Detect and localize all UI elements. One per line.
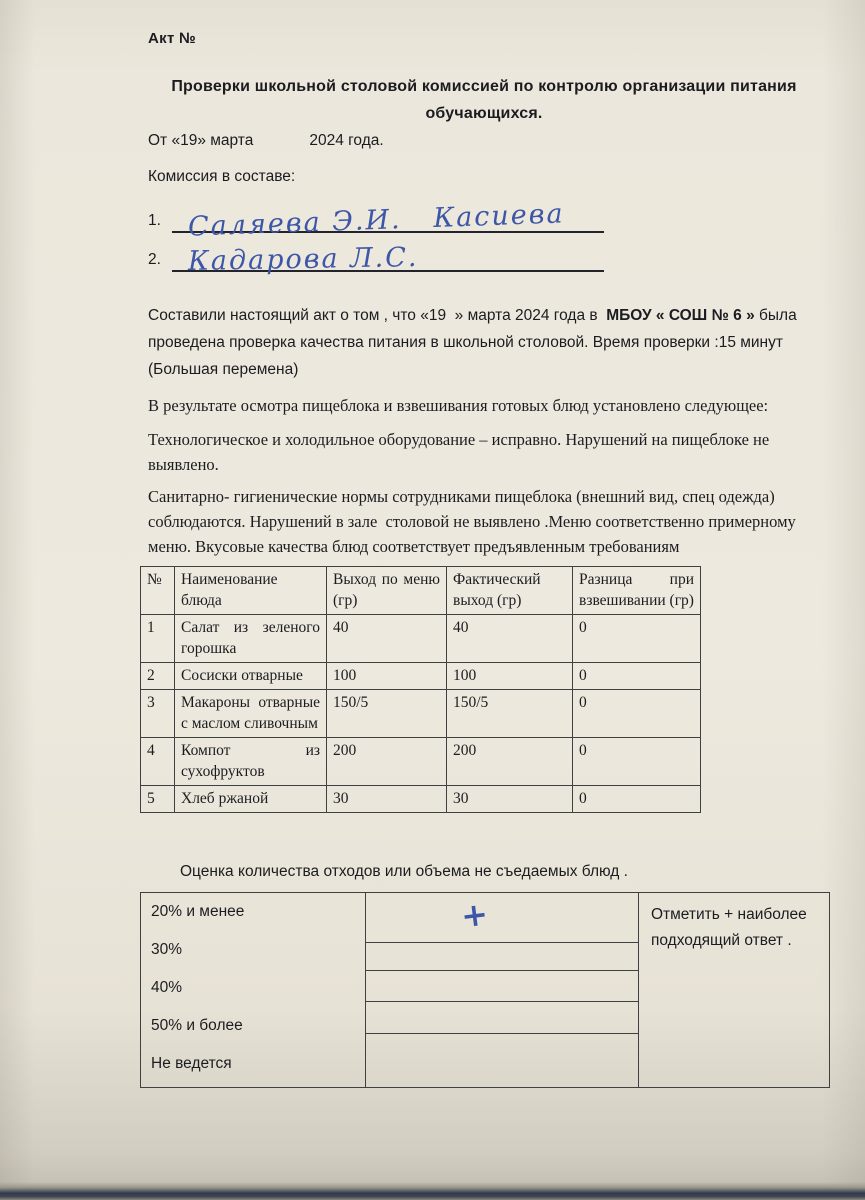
- table-row: [141, 690, 701, 738]
- assessment-marks-column: [366, 893, 639, 1087]
- assessment-option: 50% и более: [151, 1017, 243, 1034]
- act-number-label: Акт №: [148, 30, 197, 47]
- mark-cell: [366, 971, 638, 1002]
- table-cell: 30: [447, 786, 573, 813]
- signature-line: [172, 238, 604, 278]
- scan-edge-bottom: [0, 1182, 865, 1200]
- table-cell: 1: [141, 615, 175, 663]
- table-cell: 0: [573, 690, 701, 738]
- mark-cell: [366, 943, 638, 971]
- table-cell: 40: [447, 615, 573, 663]
- assessment-heading: Оценка количества отходов или объема не съедаемых блюд .: [180, 863, 628, 880]
- table-cell: 100: [327, 663, 447, 690]
- table-cell: 0: [573, 663, 701, 690]
- table-cell: Сосиски отварные: [175, 663, 327, 690]
- table-cell: 100: [447, 663, 573, 690]
- table-cell: Хлеб ржаной: [175, 786, 327, 813]
- column-header: Выход по меню (гр): [327, 567, 447, 615]
- paragraph-text-pre: Составили настоящий акт о том , что «19 » марта 2024 года в: [148, 307, 607, 324]
- table-cell: 200: [447, 738, 573, 786]
- table-cell: Макароны отварные с маслом сливочным: [175, 690, 327, 738]
- table-cell: 200: [327, 738, 447, 786]
- assessment-option: 30%: [151, 941, 183, 958]
- menu-table: [140, 566, 701, 813]
- table-row: [141, 786, 701, 813]
- table-cell: 0: [573, 786, 701, 813]
- menu-table-body: [141, 615, 701, 813]
- assessment-note-text: Отметить + наиболее подходящий ответ .: [651, 906, 807, 949]
- signature-number: 2.: [148, 251, 161, 268]
- date-line: От «19» марта 2024 года.: [148, 132, 384, 149]
- signature-row: [148, 198, 820, 243]
- commission-label: Комиссия в составе:: [148, 168, 296, 185]
- table-cell: Салат из зеленого горошка: [175, 615, 327, 663]
- table-cell: 30: [327, 786, 447, 813]
- mark-cell: [366, 893, 638, 943]
- title-line-2: обучающихся.: [425, 105, 543, 122]
- table-cell: 3: [141, 690, 175, 738]
- document-content: [148, 30, 820, 1088]
- paragraph-inspection-result: В результате осмотра пищеблока и взвешивания готовых блюд установлено следующее:: [148, 396, 769, 415]
- paragraph-text-post: была проведена проверка качества питания в школьной столовой. Время проверки :15 минут (Большая перемена): [148, 307, 802, 378]
- handwritten-signature: Кадарова Л.С.: [187, 241, 419, 278]
- table-cell: 5: [141, 786, 175, 813]
- document-title: [148, 73, 820, 127]
- school-name: МБОУ « СОШ № 6 »: [606, 307, 755, 324]
- table-cell: 0: [573, 615, 701, 663]
- table-cell: 150/5: [447, 690, 573, 738]
- handwritten-plus-mark: +: [458, 894, 491, 936]
- assessment-note-cell: [639, 893, 829, 1087]
- table-row: [141, 615, 701, 663]
- title-line-1: Проверки школьной столовой комиссией по контролю организации питания: [171, 78, 797, 95]
- table-cell: 40: [327, 615, 447, 663]
- table-cell: 150/5: [327, 690, 447, 738]
- menu-table-header-row: [141, 567, 701, 615]
- column-header: №: [141, 567, 175, 615]
- table-cell: 2: [141, 663, 175, 690]
- table-cell: Компот из сухофруктов: [175, 738, 327, 786]
- assessment-option: 20% и менее: [151, 903, 245, 920]
- handwritten-signature: Саляева Э.И. Касиева: [187, 198, 566, 243]
- assessment-option: 40%: [151, 979, 183, 996]
- column-header: Фактический выход (гр): [447, 567, 573, 615]
- assessment-option: Не ведется: [151, 1055, 232, 1072]
- paragraph-sanitary: Санитарно- гигиенические нормы сотрудниками пищеблока (внешний вид, спец одежда) соблюдаются. Нарушений в зале столовой не выявлено .Меню соответственно примерному меню. Вкусовые качества блюд соответствует предъявленным требованиям: [148, 487, 800, 556]
- mark-cell: [366, 1002, 638, 1034]
- assessment-table: [140, 892, 830, 1088]
- table-cell: 4: [141, 738, 175, 786]
- table-row: [141, 738, 701, 786]
- table-row: [141, 663, 701, 690]
- paragraph-act-statement: [148, 302, 820, 383]
- mark-cell: [366, 1034, 638, 1087]
- assessment-options-column: [141, 893, 366, 1087]
- column-header: Наименование блюда: [175, 567, 327, 615]
- signature-block: [148, 198, 820, 278]
- signature-line: [172, 198, 604, 243]
- signature-number: 1.: [148, 212, 161, 229]
- signature-row: [148, 238, 820, 278]
- table-cell: 0: [573, 738, 701, 786]
- paragraph-equipment: Технологическое и холодильное оборудование – исправно. Нарушений на пищеблоке не выявлено.: [148, 430, 774, 474]
- column-header: Разница при взвешивании (гр): [573, 567, 701, 615]
